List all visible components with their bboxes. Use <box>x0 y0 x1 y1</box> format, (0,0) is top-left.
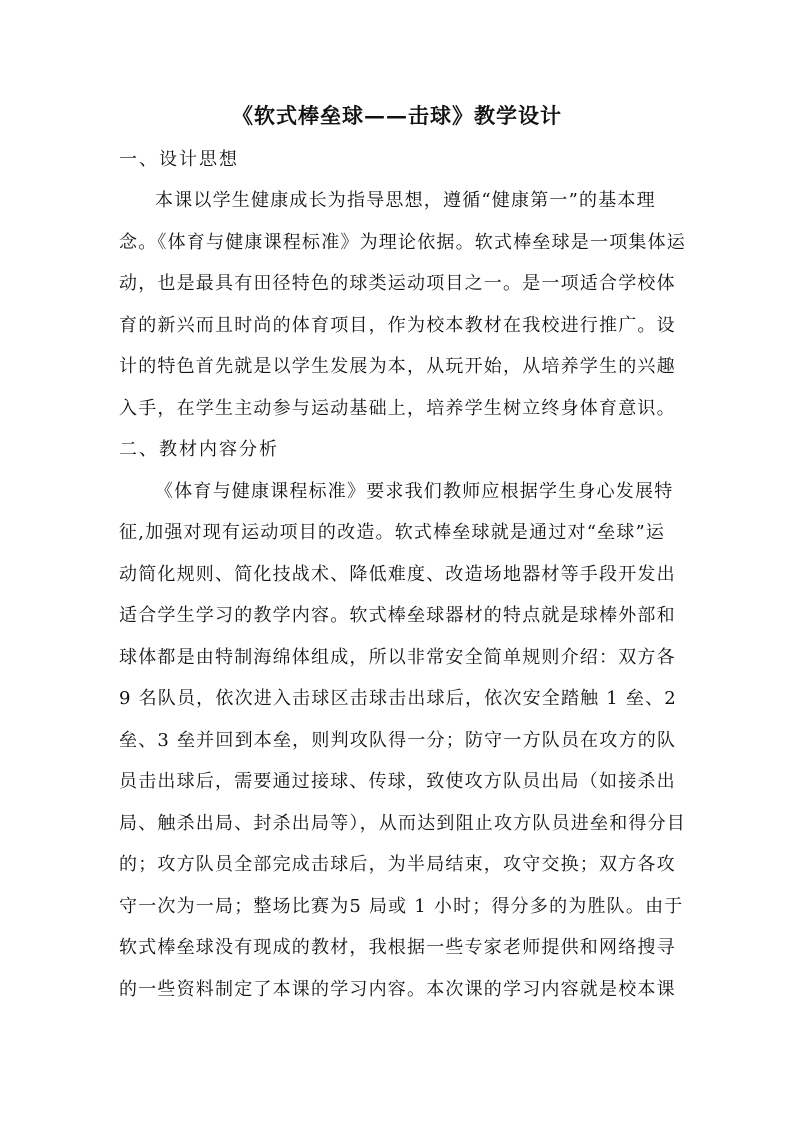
paragraph-line: 适合学生学习的教学内容。软式棒垒球器材的特点就是球棒外部和 <box>119 605 676 626</box>
paragraph-line: 球体都是由特制海绵体组成，所以非常安全简单规则介绍：双方各 <box>119 647 676 668</box>
paragraph-line: 的一些资料制定了本课的学习内容。本次课的学习内容就是校本课 <box>119 979 676 1000</box>
paragraph-line: 征,加强对现有运动项目的改造。软式棒垒球就是通过对“垒球”运 <box>119 522 666 543</box>
paragraph-line: 软式棒垒球没有现成的教材，我根据一些专家老师提供和网络搜寻 <box>119 937 676 958</box>
paragraph-line: 计的特色首先就是以学生发展为本，从玩开始，从培养学生的兴趣 <box>119 356 676 377</box>
paragraph-line: 育的新兴而且时尚的体育项目，作为校本教材在我校进行推广。设 <box>119 315 676 336</box>
paragraph-line: 动，也是最具有田径特色的球类运动项目之一。是一项适合学校体 <box>119 273 676 294</box>
paragraph-line: 动简化规则、简化技战术、降低难度、改造场地器材等手段开发出 <box>119 564 676 585</box>
paragraph-line: 《体育与健康课程标准》要求我们教师应根据学生身心发展特 <box>155 481 674 502</box>
paragraph-line: 9 名队员，依次进入击球区击球击出球后，依次安全踏触 1 垒、2 <box>119 688 677 709</box>
paragraph-line: 本课以学生健康成长为指导思想，遵循“健康第一”的基本理 <box>155 190 656 211</box>
paragraph-line: 入手，在学生主动参与运动基础上，培养学生树立终身体育意识。 <box>119 398 676 419</box>
paragraph-line: 念。《体育与健康课程标准》为理论依据。软式棒垒球是一项集体运 <box>119 232 686 253</box>
paragraph-line: 局、触杀出局、封杀出局等），从而达到阻止攻方队员进垒和得分目 <box>119 813 686 834</box>
section-heading-content-analysis: 二、教材内容分析 <box>119 439 279 460</box>
paragraph-line: 垒、3 垒并回到本垒，则判攻队得一分；防守一方队员在攻方的队 <box>119 730 677 751</box>
document-title: 《软式棒垒球——击球》教学设计 <box>232 103 562 128</box>
paragraph-line: 员击出球后，需要通过接球、传球，致使攻方队员出局（如接杀出 <box>119 771 676 792</box>
paragraph-line: 守一次为一局；整场比赛为5 局或 1 小时；得分多的为胜队。由于 <box>119 896 684 917</box>
paragraph-line: 的；攻方队员全部完成击球后，为半局结束，攻守交换；双方各攻 <box>119 854 676 875</box>
section-heading-design-idea: 一、设计思想 <box>119 149 239 170</box>
